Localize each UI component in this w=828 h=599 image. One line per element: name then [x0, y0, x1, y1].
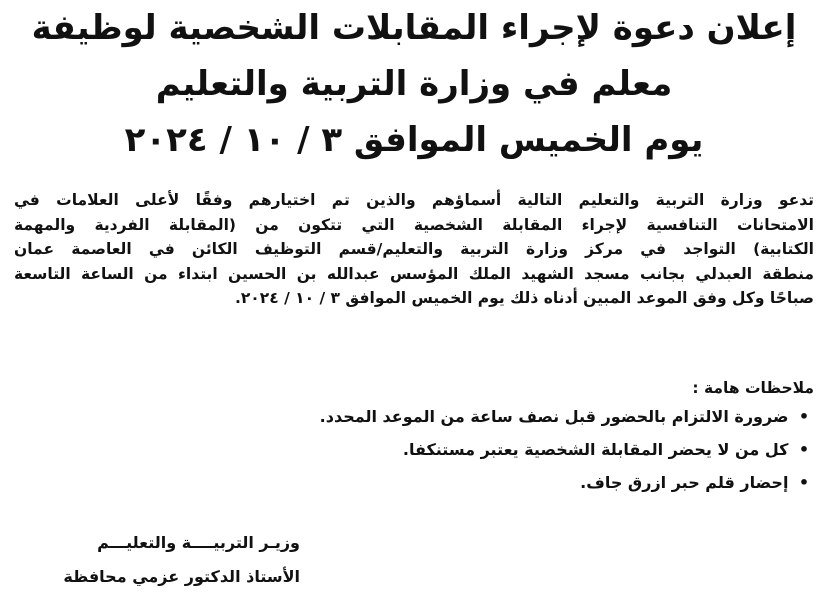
body-line-3: الكتابية) التواجد في مركز وزارة التربية والتعليم/قسم التوظيف الكائن في العاصمة عمان: [14, 240, 814, 258]
headline-line-2: معلم في وزارة التربية والتعليم: [155, 64, 673, 104]
body-line-5: صباحًا وكل وفق الموعد المبين أدناه ذلك يوم الخميس الموافق ٣ / ١٠ / ٢٠٢٤.: [234, 289, 814, 307]
announcement-body: [14, 188, 814, 311]
signatory-name: الأستاذ الدكتور عزمي محافظة: [63, 567, 300, 586]
note-text: إحضار قلم حبر ازرق جاف.: [580, 473, 789, 492]
note-text: ضرورة الالتزام بالحضور قبل نصف ساعة من الموعد المحدد.: [319, 407, 789, 426]
note-item: [320, 400, 814, 433]
bullet-icon: •: [798, 407, 810, 426]
headline-line-3: يوم الخميس الموافق ٣ / ١٠ / ٢٠٢٤: [124, 120, 704, 160]
notes-title: ملاحظات هامة :: [692, 379, 814, 397]
headline-line-1: إعلان دعوة لإجراء المقابلات الشخصية لوظيفة: [31, 8, 797, 48]
note-item: [320, 466, 814, 499]
bullet-icon: •: [798, 440, 810, 459]
body-line-2: الامتحانات التنافسية لإجراء المقابلة الشخصية التي تتكون من (المقابلة الفردية والمهمة: [14, 215, 814, 234]
body-line-4: منطقة العبدلي بجانب مسجد الشهيد الملك المؤسس عبدالله بن الحسين ابتداء من الساعة التاسعة: [14, 264, 814, 283]
bullet-icon: •: [798, 473, 810, 492]
note-item: [320, 433, 814, 466]
note-text: كل من لا يحضر المقابلة الشخصية يعتبر مستنكفا.: [402, 440, 789, 459]
notes-list: [320, 400, 814, 499]
signatory-title: وزيـر التربيــــة والتعليـــم: [97, 533, 300, 552]
body-line-1: تدعو وزارة التربية والتعليم التالية أسماؤهم والذين تم اختيارهم وفقًا لأعلى العلامات في: [14, 191, 814, 209]
